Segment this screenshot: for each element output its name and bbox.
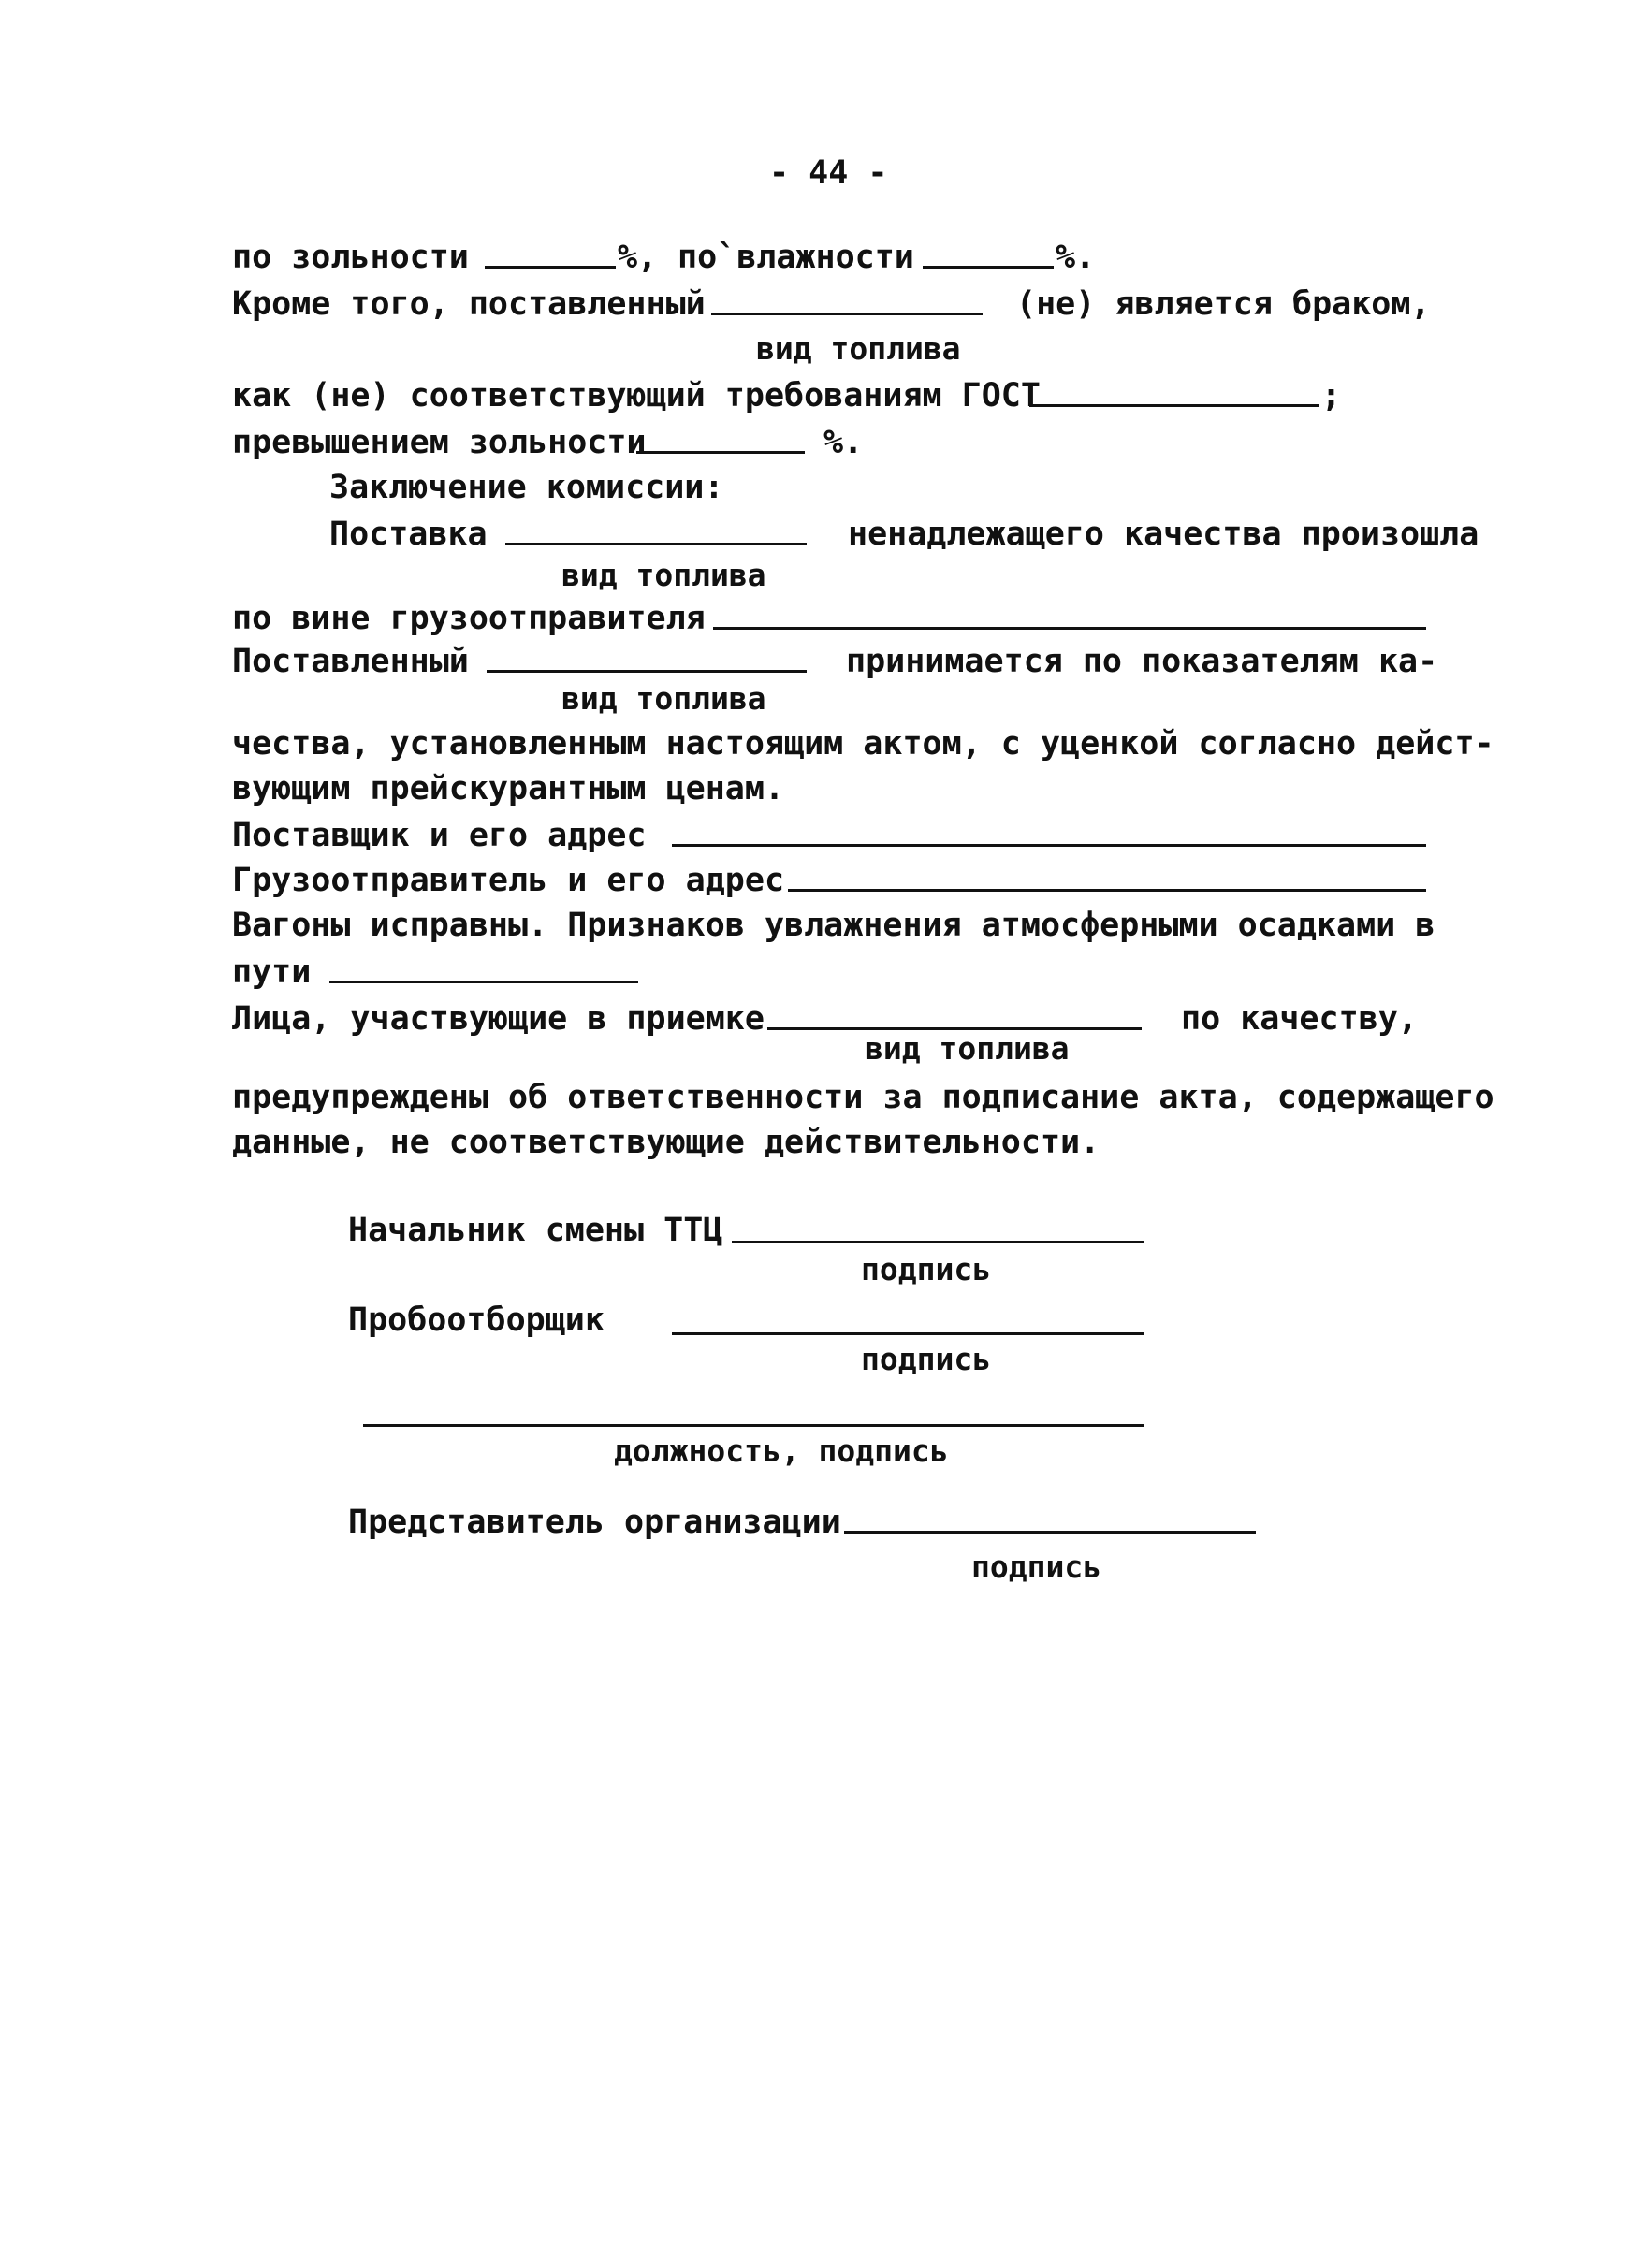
sampler-label: Пробоотборщик bbox=[348, 1301, 605, 1339]
data-line: данные, не соответствующие действительности. bbox=[232, 1124, 1100, 1161]
supplier-label: Поставщик и его адрес bbox=[232, 817, 647, 854]
fuel-type-caption-2: вид топлива bbox=[561, 557, 766, 593]
shipper-label: Грузоотправитель и его адрес bbox=[232, 862, 785, 899]
gost-field[interactable] bbox=[1029, 404, 1319, 407]
shift-head-signature-field[interactable] bbox=[732, 1241, 1144, 1243]
shipper-fault-label: по вине грузоотправителя bbox=[232, 600, 706, 637]
org-rep-label: Представитель организации bbox=[348, 1504, 841, 1541]
delivered-label: Поставленный bbox=[232, 643, 469, 680]
signature-caption-3: подпись bbox=[971, 1548, 1102, 1585]
moisture-percent-sign: %. bbox=[1056, 239, 1096, 276]
delivery-text: ненадлежащего качества произошла bbox=[848, 516, 1479, 553]
warned-line: предупреждены об ответственности за подписание акта, содержащего bbox=[232, 1079, 1494, 1116]
org-rep-signature-field[interactable] bbox=[844, 1531, 1256, 1534]
persons-end: по качеству, bbox=[1181, 1000, 1418, 1038]
fuel-type-field-3[interactable] bbox=[487, 670, 807, 673]
shipper-fault-field[interactable] bbox=[713, 627, 1426, 630]
quality-line: чества, установленным настоящим актом, с уценкой согласно дейст- bbox=[232, 725, 1494, 763]
excess-ash-label: превышением зольности bbox=[232, 424, 647, 461]
conclusion-title: Заключение комиссии: bbox=[329, 469, 724, 506]
shift-head-label: Начальник смены ТТЦ bbox=[348, 1212, 723, 1249]
defect-text: (не) является браком, bbox=[1016, 285, 1431, 323]
fuel-type-field-2[interactable] bbox=[505, 543, 807, 545]
signature-caption-1: подпись bbox=[861, 1251, 992, 1287]
excess-ash-field[interactable] bbox=[636, 451, 805, 454]
fuel-type-caption-3: вид топлива bbox=[561, 680, 766, 717]
sampler-signature-field[interactable] bbox=[672, 1332, 1144, 1335]
fuel-type-caption-4: вид топлива bbox=[865, 1030, 1070, 1067]
route-label: пути bbox=[232, 953, 312, 991]
ash-value-field[interactable] bbox=[485, 266, 616, 269]
supplier-address-field[interactable] bbox=[672, 844, 1426, 847]
accepted-text: принимается по показателям ка- bbox=[846, 643, 1438, 680]
excess-ash-percent-sign: %. bbox=[823, 424, 864, 461]
fuel-type-caption-1: вид топлива bbox=[756, 330, 961, 367]
shipper-address-field[interactable] bbox=[788, 889, 1426, 892]
moisture-label: по`влажности bbox=[678, 239, 914, 276]
gost-end: ; bbox=[1321, 377, 1342, 414]
position-signature-field[interactable] bbox=[363, 1424, 1144, 1427]
route-field[interactable] bbox=[329, 981, 638, 983]
wagons-line: Вагоны исправны. Признаков увлажнения атмосферными осадками в bbox=[232, 907, 1435, 944]
page-number: - 44 - bbox=[769, 154, 888, 192]
gost-label: как (не) соответствующий требованиям ГОСТ bbox=[232, 377, 1041, 414]
fuel-type-field-1[interactable] bbox=[711, 313, 983, 315]
position-caption: должность, подпись bbox=[614, 1432, 949, 1469]
signature-caption-2: подпись bbox=[861, 1341, 992, 1377]
besides-label: Кроме того, поставленный bbox=[232, 285, 706, 323]
persons-label: Лица, участвующие в приемке bbox=[232, 1000, 765, 1038]
delivery-label: Поставка bbox=[329, 516, 488, 553]
moisture-value-field[interactable] bbox=[923, 266, 1054, 269]
ash-percent-sign: %, bbox=[618, 239, 658, 276]
price-line: вующим прейскурантным ценам. bbox=[232, 770, 785, 807]
ash-label: по зольности bbox=[232, 239, 469, 276]
